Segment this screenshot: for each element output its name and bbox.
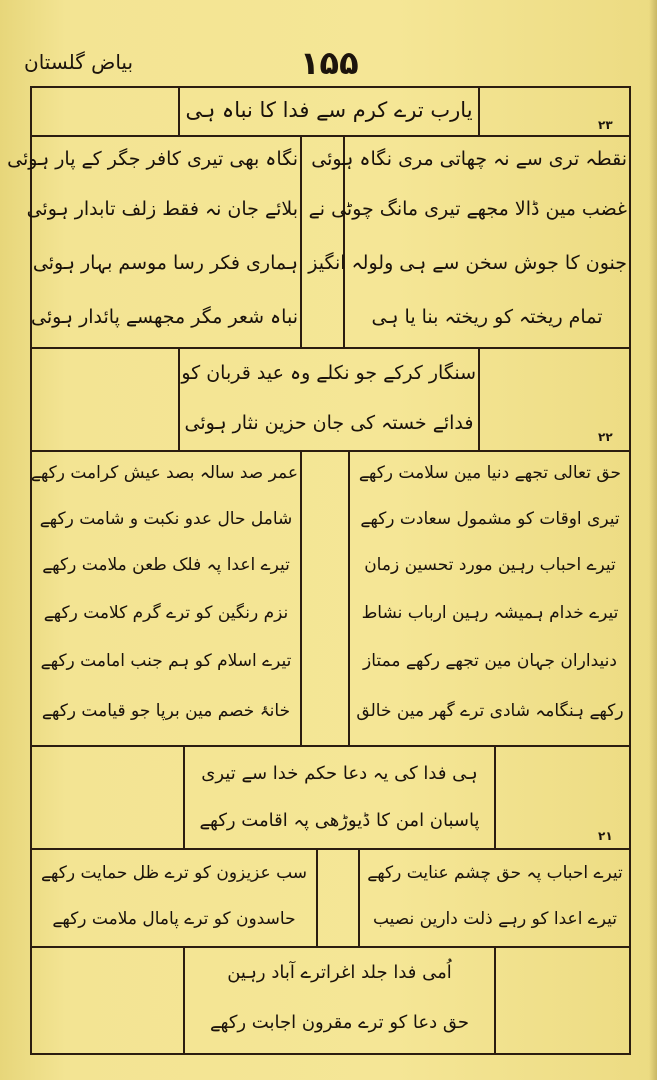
verse-line: غضب مین ڈالا مجھے تیری مانگ چوٹی نے (308, 198, 627, 220)
verse-line: رکھے ہنگامہ شادی ترے گھر مین خالق (356, 701, 624, 721)
col-divider (494, 946, 496, 1055)
frame-bottom (30, 1053, 630, 1055)
col-divider (300, 450, 302, 747)
col-divider (494, 745, 496, 850)
frame-left (30, 86, 32, 1055)
verse-line: شامل حال عدو نکبت و شامت رکھے (39, 509, 293, 529)
verse-line: بلائے جان نہ فقط زلف تابدار ہوئی (26, 198, 298, 220)
verse-line: سب عزیزون کو ترے ظل حمایت رکھے (40, 863, 308, 883)
verse-line: نگاہ بھی تیری کافر جگر کے پار ہوئی (7, 148, 298, 170)
verse-line: پاسبان امن کا ڈیوڑھی پہ اقامت رکھے (199, 810, 480, 831)
col-divider (178, 86, 180, 137)
col-divider (178, 347, 180, 452)
col-divider (348, 450, 350, 747)
verse-line: تیرے احباب رہین مورد تحسین زمان (364, 555, 616, 575)
verse-line: تیرے خدام ہمیشہ رہین ارباب نشاط (361, 603, 619, 623)
row-divider (30, 745, 630, 747)
row-divider (30, 135, 630, 137)
col-divider (183, 946, 185, 1055)
verse-line: نباہ شعر مگر مجھسے پائدار ہوئی (30, 306, 298, 328)
verse-number: ۲۲ (598, 430, 613, 444)
verse-line: فدائے خستہ کی جان حزین نثار ہوئی (184, 412, 474, 434)
verse-number: ۲۱ (598, 829, 613, 843)
row-divider (30, 848, 630, 850)
verse-line: نقطہ تری سے نہ چھاتی مری نگاہ ہوئی (311, 148, 627, 170)
row-divider (30, 946, 630, 948)
col-divider (478, 86, 480, 137)
frame-right (629, 86, 631, 1055)
verse-line: خانۂ خصم مین برپا جو قیامت رکھے (41, 701, 291, 721)
verse-line: تیرے احباب پہ حق چشم عنایت رکھے (367, 863, 623, 883)
verse-line: نزم رنگین کو ترے گرم کلامت رکھے (43, 603, 289, 623)
verse-line: تیرے اسلام کو ہم جنب امامت رکھے (40, 651, 292, 671)
verse-line: ہی فدا کی یہ دعا حکم خدا سے تیری (201, 763, 478, 784)
frame-top (30, 86, 630, 88)
page-edge (649, 0, 657, 1080)
verse-line: دنیداران جہان مین تجھے رکھے ممتاز (363, 651, 617, 671)
col-divider (358, 848, 360, 948)
verse-line: حق تعالی تجھے دنیا مین سلامت رکھے (358, 463, 622, 483)
col-divider (300, 135, 302, 349)
col-divider (316, 848, 318, 948)
page-number: ۱۵۵ (300, 44, 359, 82)
verse-line: ہماری فکر رسا موسم بہار ہوئی (32, 252, 298, 274)
row-divider (30, 450, 630, 452)
verse-line: عمر صد سالہ بصد عیش کرامت رکھے (30, 463, 298, 483)
verse-line: یارب ترے کرم سے فدا کا نباہ ہی (185, 98, 473, 122)
verse-line: جنون کا جوش سخن سے ہی ولولہ انگیز (308, 252, 627, 274)
verse-line: تیری اوقات کو مشمول سعادت رکھے (360, 509, 620, 529)
col-divider (183, 745, 185, 850)
row-divider (30, 347, 630, 349)
verse-line: سنگار کرکے جو نکلے وہ عید قربان کو (181, 362, 476, 384)
verse-number: ۲۳ (598, 118, 613, 132)
verse-line: تمام ریختہ کو ریختہ بنا یا ہی (371, 306, 603, 328)
verse-line: تیرے اعدا کو رہے ذلت دارین نصیب (372, 909, 618, 929)
book-title: بیاض گلستان (24, 50, 134, 74)
verse-line: اُمی فدا جلد اغراترے آباد رہین (227, 962, 452, 983)
verse-line: حق دعا کو ترے مقرون اجابت رکھے (209, 1012, 470, 1033)
verse-line: تیرے اعدا پہ فلک طعن ملامت رکھے (42, 555, 290, 575)
col-divider (478, 347, 480, 452)
verse-line: حاسدون کو ترے پامال ملامت رکھے (52, 909, 296, 929)
